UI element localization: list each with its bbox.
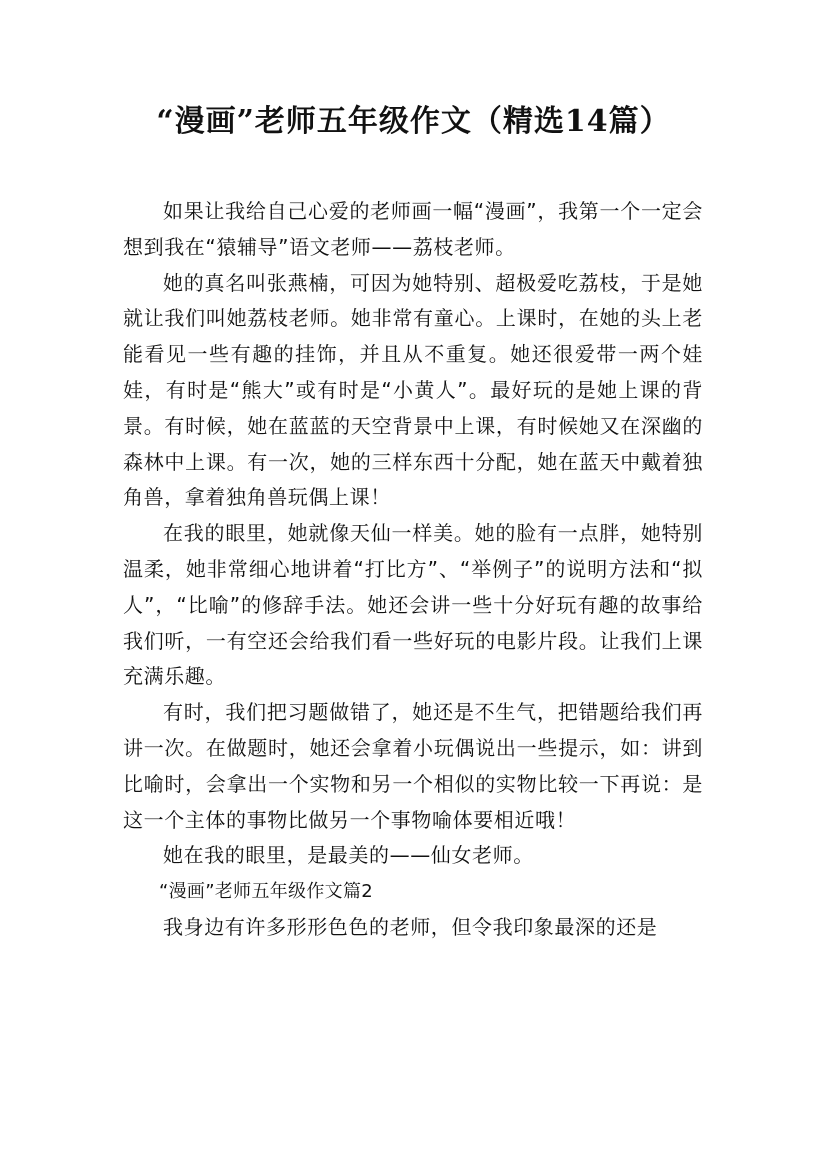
paragraph-5: 她在我的眼里，是最美的——仙女老师。 bbox=[163, 843, 534, 868]
document-title: “漫画”老师五年级作文（精选14篇） bbox=[156, 104, 671, 139]
paragraph-6: 我身边有许多形形色色的老师，但令我印象最深的还是 bbox=[163, 914, 658, 939]
paragraph-4: 有时，我们把习题做错了，她还是不生气，把错题给我们再讲一次。在做题时，她还会拿着小玩偶说出一些提示，如：讲到比喻时，会拿出一个实物和另一个相似的实物比较一下再说：是这一个主体的事物比做另一个事物喻体要相近哦！ bbox=[123, 700, 703, 832]
paragraph-1: 如果让我给自己心爱的老师画一幅“漫画”，我第一个一定会想到我在“猿辅导”语文老师——荔枝老师。 bbox=[123, 199, 703, 259]
document-body bbox=[123, 194, 703, 946]
paragraph-3: 在我的眼里，她就像天仙一样美。她的脸有一点胖，她特别温柔，她非常细心地讲着“打比方”、“举例子”的说明方法和“拟人”，“比喻”的修辞手法。她还会讲一些十分好玩有趣的故事给我们听，一有空还会给我们看一些好玩的电影片段。让我们上课充满乐趣。 bbox=[123, 521, 703, 689]
section-subheading: “漫画”老师五年级作文篇2 bbox=[159, 881, 374, 903]
paragraph-2: 她的真名叫张燕楠，可因为她特别、超极爱吃荔枝，于是她就让我们叫她荔枝老师。她非常有童心。上课时，在她的头上老能看见一些有趣的挂饰，并且从不重复。她还很爱带一两个娃娃，有时是“熊大”或有时是“小黄人”。最好玩的是她上课的背景。有时候，她在蓝蓝的天空背景中上课，有时候她又在深幽的森林中上课。有一次，她的三样东西十分配，她在蓝天中戴着独角兽，拿着独角兽玩偶上课！ bbox=[123, 270, 703, 510]
